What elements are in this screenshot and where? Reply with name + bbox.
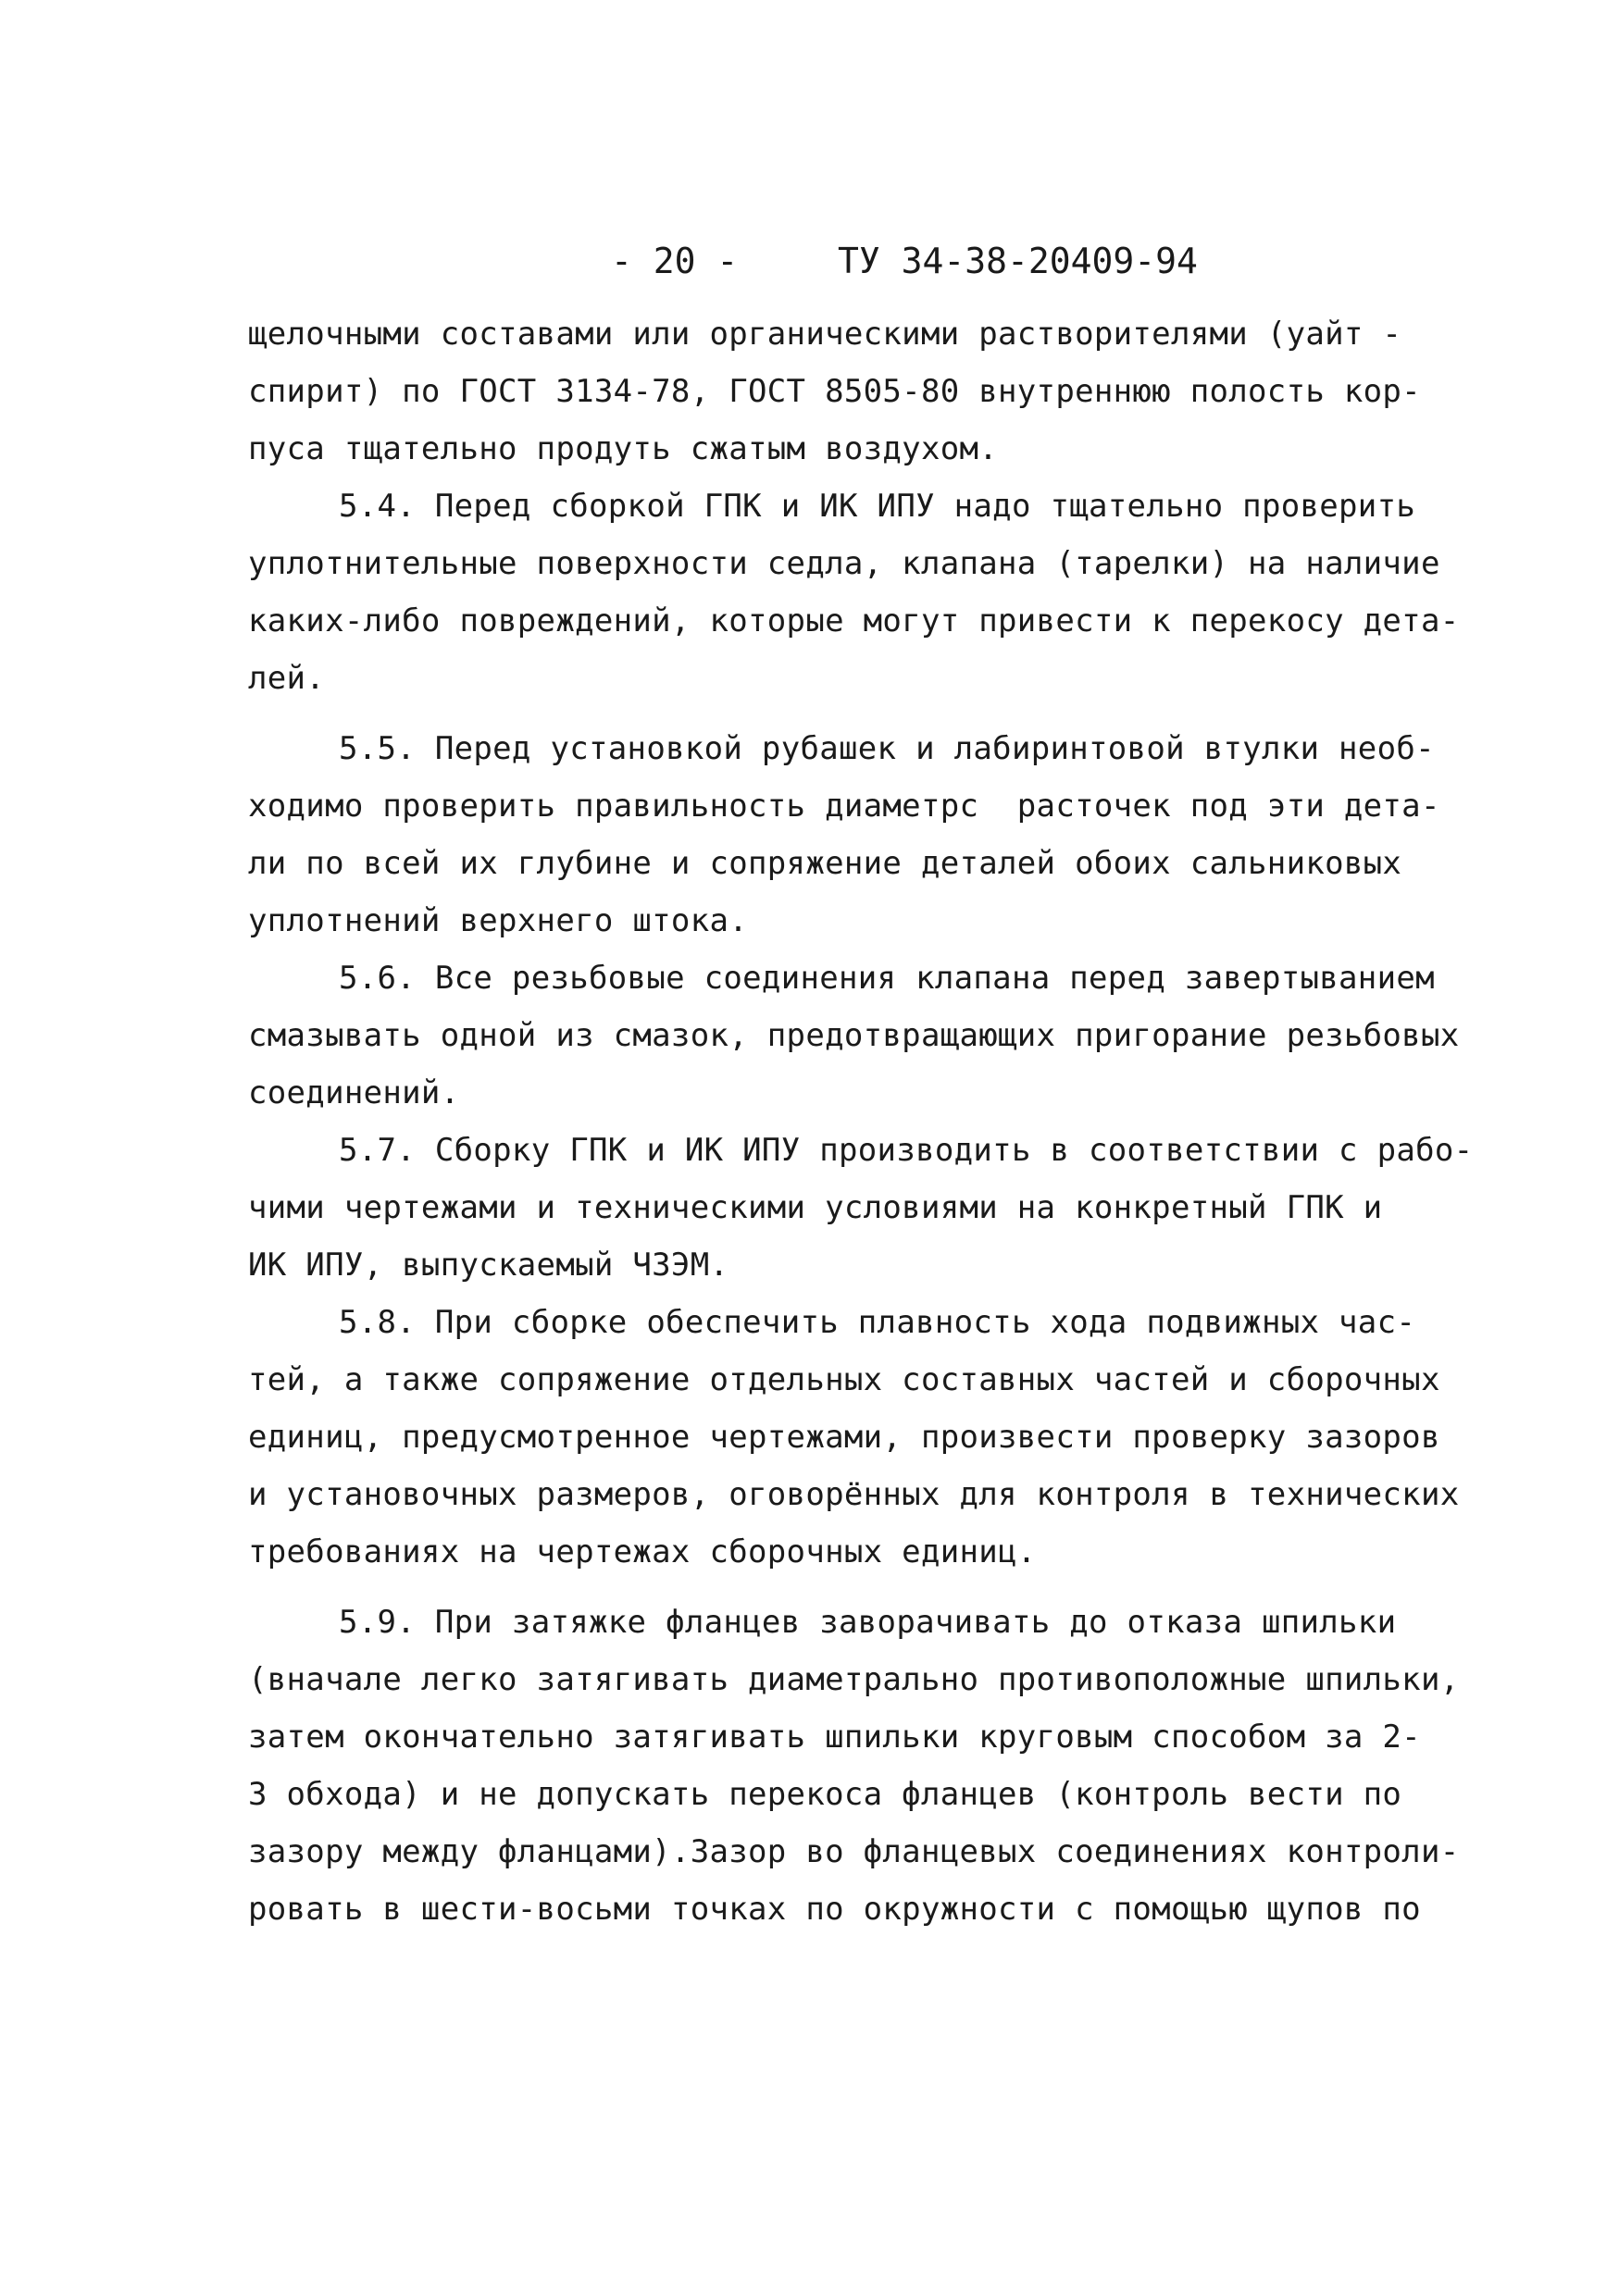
text-line: 5.4. Перед сборкой ГПК и ИК ИПУ надо тщательно проверить — [339, 488, 1416, 525]
text-line: уплотнительные поверхности седла, клапана (тарелки) на наличие — [248, 545, 1440, 582]
text-line: смазывать одной из смазок, предотвращающих пригорание резьбовых — [248, 1017, 1460, 1054]
paragraph-continuation — [248, 305, 1421, 478]
text-line: единиц, предусмотренное чертежами, произвести проверку зазоров — [248, 1419, 1440, 1456]
document-code: ТУ 34-38-20409-94 — [838, 241, 1198, 281]
paragraph-5-6 — [248, 949, 1460, 1122]
text-line: щелочными составами или органическими растворителями (уайт - — [248, 316, 1402, 353]
paragraph-5-8 — [248, 1294, 1460, 1581]
text-line: и установочных размеров, оговорённых для контроля в технических — [248, 1476, 1460, 1513]
text-line: чими чертежами и техническими условиями на конкретный ГПК и — [248, 1189, 1383, 1226]
text-line: 5.6. Все резьбовые соединения клапана перед завертыванием — [339, 960, 1435, 997]
text-line: зазору между фланцами).Зазор во фланцевых соединениях контроли- — [248, 1833, 1460, 1870]
paragraph-5-7 — [248, 1122, 1474, 1294]
text-line: соединений. — [248, 1074, 460, 1111]
page-header — [0, 233, 1619, 289]
text-line: (вначале легко затягивать диаметрально противоположные шпильки, — [248, 1661, 1460, 1698]
paragraph-5-4 — [248, 478, 1460, 707]
page-number: - 20 - — [611, 241, 739, 281]
text-line: затем окончательно затягивать шпильки круговым способом за 2- — [248, 1719, 1421, 1756]
text-line: спирит) по ГОСТ 3134-78, ГОСТ 8505-80 внутреннюю полость кор- — [248, 373, 1421, 410]
paragraph-5-9 — [248, 1594, 1460, 1938]
text-line: ли по всей их глубине и сопряжение деталей обоих сальниковых — [248, 845, 1402, 882]
text-line: пуса тщательно продуть сжатым воздухом. — [248, 430, 999, 467]
paragraph-5-5 — [248, 720, 1440, 949]
text-line: 5.8. При сборке обеспечить плавность хода подвижных час- — [339, 1304, 1416, 1341]
text-line: каких-либо повреждений, которые могут привести к перекосу дета- — [248, 602, 1460, 639]
text-line: 5.7. Сборку ГПК и ИК ИПУ производить в соответствии с рабо- — [339, 1132, 1474, 1169]
text-line: ИК ИПУ, выпускаемый ЧЗЭМ. — [248, 1247, 729, 1284]
body-text — [248, 305, 1474, 1938]
text-line: тей, а также сопряжение отдельных составных частей и сборочных — [248, 1361, 1440, 1398]
text-line: 3 обхода) и не допускать перекоса фланцев (контроль вести по — [248, 1776, 1402, 1813]
text-line: уплотнений верхнего штока. — [248, 902, 749, 939]
text-line: лей. — [248, 660, 326, 697]
text-line: ходимо проверить правильность диаметрс расточек под эти дета- — [248, 788, 1440, 825]
text-line: требованиях на чертежах сборочных единиц. — [248, 1533, 1037, 1570]
text-line: 5.9. При затяжке фланцев заворачивать до отказа шпильки — [339, 1604, 1397, 1641]
text-line: 5.5. Перед установкой рубашек и лабиринтовой втулки необ- — [339, 730, 1435, 767]
text-line: ровать в шести-восьми точках по окружности с помощью щупов по — [248, 1891, 1421, 1928]
